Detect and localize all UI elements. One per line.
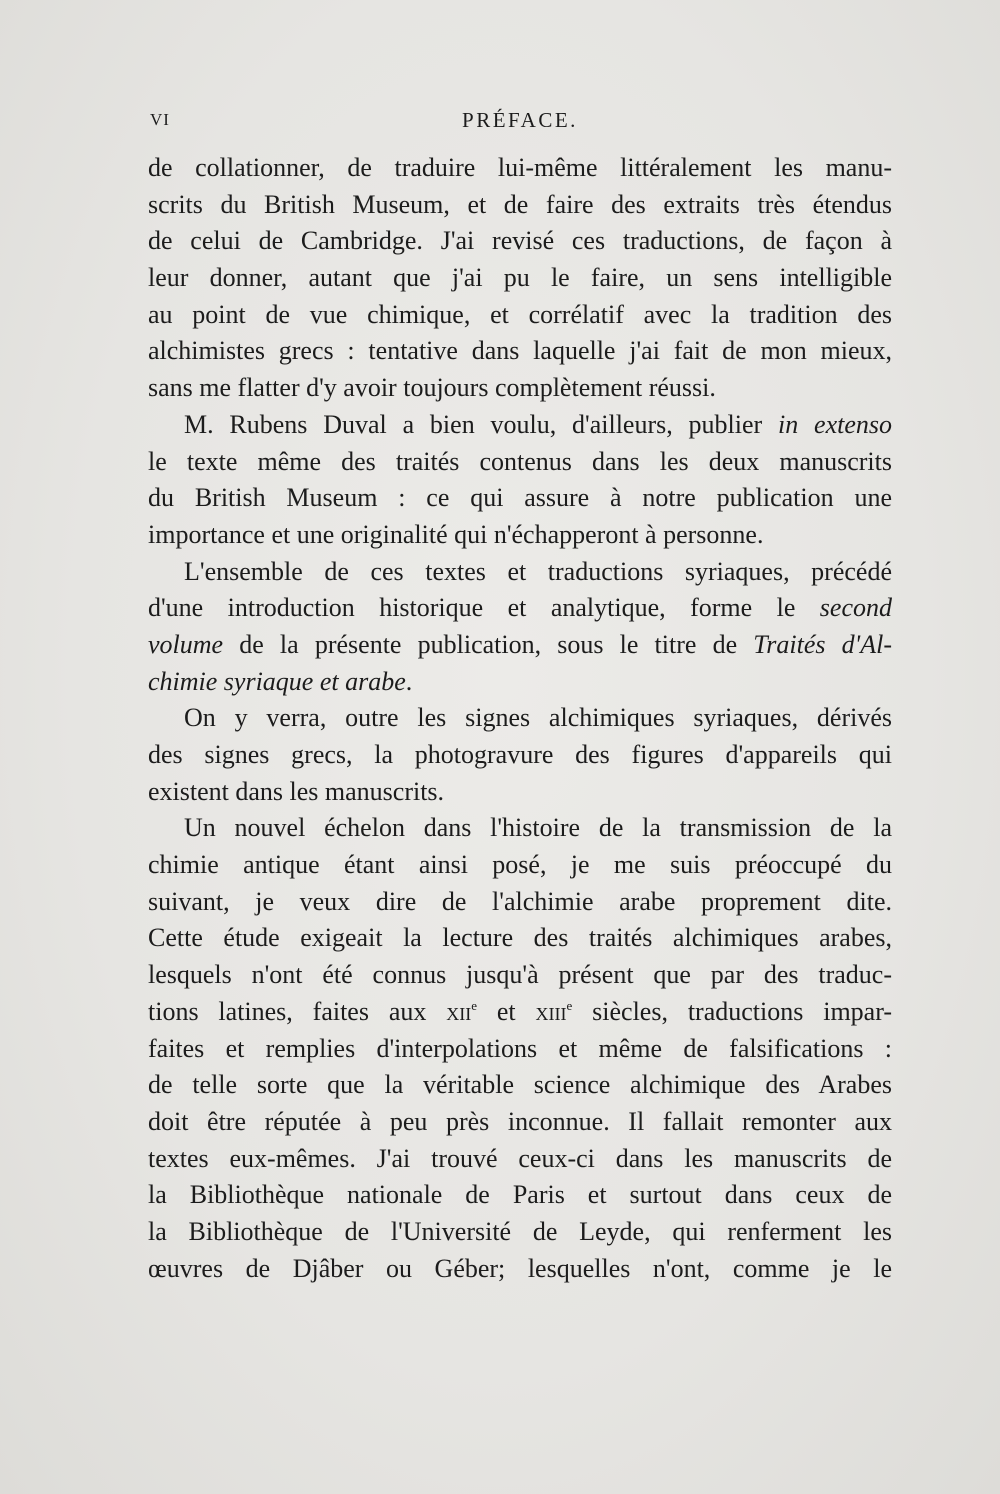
text-line: textes eux-mêmes. J'ai trouvé ceux-ci dans les manuscrits de: [148, 1143, 892, 1173]
running-title: PRÉFACE.: [462, 108, 578, 132]
italic-text: chimie syriaque et arabe: [148, 666, 406, 696]
line-text: et: [477, 996, 536, 1026]
text-line: L'ensemble de ces textes et traductions syriaques, précédé: [184, 556, 892, 586]
text-line: [148, 627, 892, 664]
text-line: Cette étude exigeait la lecture des traités alchimiques arabes,: [148, 923, 892, 953]
line-text: M. Rubens Duval a bien voulu, d'ailleurs, publier: [184, 409, 779, 439]
text-line: suivant, je veux dire de l'alchimie arabe proprement dite.: [148, 886, 892, 916]
text-line: la Bibliothèque nationale de Paris et surtout dans ceux de: [148, 1180, 892, 1210]
text-line: leur donner, autant que j'ai pu le faire, un sens intelligible: [148, 263, 892, 293]
line-text: tions latines, faites aux: [148, 996, 447, 1026]
text-line: des signes grecs, la photogravure des figures d'appareils qui: [148, 740, 892, 769]
text-line: la Bibliothèque de l'Université de Leyde, qui renferment les: [148, 1216, 892, 1246]
italic-text: in extenso: [778, 409, 892, 439]
page-number: VI: [150, 110, 170, 129]
text-line: scrits du British Museum, et de faire des extraits très étendus: [148, 189, 892, 219]
line-text: siècles, traductions impar-: [572, 996, 892, 1026]
text-line: chimie antique étant ainsi posé, je me suis préoccupé du: [148, 850, 892, 880]
text-line: [148, 994, 892, 1031]
text-line: [148, 407, 892, 444]
text-line: de celui de Cambridge. J'ai revisé ces traductions, de façon à: [148, 226, 892, 256]
italic-text: volume: [148, 629, 224, 659]
line-text: d'une introduction historique et analytique, forme le: [148, 593, 820, 623]
text-line: œuvres de Djâber ou Géber; lesquelles n'ont, comme je le: [148, 1253, 892, 1283]
text-line: alchimistes grecs : tentative dans laquelle j'ai fait de mon mieux,: [148, 336, 892, 366]
text-line: le texte même des traités contenus dans les deux manuscrits: [148, 446, 892, 476]
text-line: lesquels n'ont été connus jusqu'à présent que par des traduc-: [148, 960, 892, 990]
text-line: Un nouvel échelon dans l'histoire de la transmission de la: [184, 813, 892, 843]
century-numeral: xii: [446, 996, 472, 1026]
text-line: [148, 664, 892, 701]
line-text: .: [405, 666, 413, 696]
text-line: doit être réputée à peu près inconnue. Il fallait remonter aux: [148, 1106, 892, 1136]
text-line: faites et remplies d'interpolations et même de falsifications :: [148, 1033, 892, 1063]
superscript: e: [471, 997, 478, 1013]
text-line: importance et une originalité qui n'échapperont à personne.: [148, 519, 764, 549]
text-line: existent dans les manuscrits.: [148, 776, 445, 806]
text-line: sans me flatter d'y avoir toujours complètement réussi.: [148, 373, 716, 403]
running-head: [148, 108, 892, 138]
italic-text: Traités d'Al-: [753, 629, 892, 659]
text-line: au point de vue chimique, et corrélatif avec la tradition des: [148, 299, 892, 329]
century-numeral: xiii: [535, 996, 567, 1026]
text-line: [148, 590, 892, 627]
text-line: On y verra, outre les signes alchimiques syriaques, dérivés: [184, 703, 892, 733]
text-line: du British Museum : ce qui assure à notre publication une: [148, 483, 892, 513]
body-text: [148, 150, 892, 1287]
text-line: de collationner, de traduire lui-même littéralement les manu-: [148, 153, 892, 182]
superscript: e: [566, 997, 573, 1013]
text-line: de telle sorte que la véritable science alchimique des Arabes: [148, 1070, 892, 1100]
italic-text: second: [819, 593, 892, 623]
line-text: de la présente publication, sous le titre de: [223, 629, 754, 659]
